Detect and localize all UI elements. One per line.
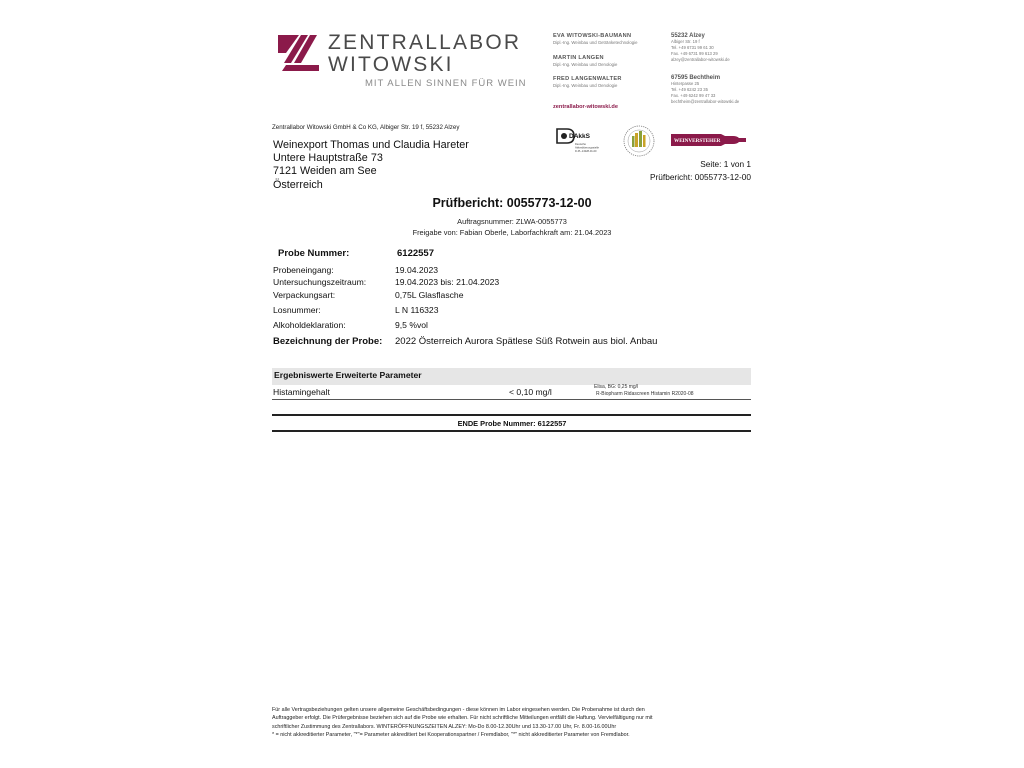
location-phone: Tel. +49 6731 99 61 30 — [671, 45, 714, 50]
location-address: Hinterpasse 25 — [671, 81, 700, 86]
field-value: 19.04.2023 — [395, 265, 439, 275]
zl-logo-icon — [277, 33, 321, 73]
report-title: Prüfbericht: 0055773-12-00 — [432, 196, 592, 210]
weinversteher-label: WEINVERSTEHER — [674, 138, 721, 144]
location-address: Albiger Str. 19 f — [671, 39, 700, 44]
dakks-sub1: Deutsche — [575, 143, 586, 146]
field-label: Untersuchungszeitraum: — [273, 277, 367, 287]
footer-terms — [272, 706, 742, 740]
location-alzey — [671, 33, 761, 63]
field-label: Probeneingang: — [273, 265, 334, 275]
field-label: Verpackungsart: — [273, 290, 336, 300]
website-link[interactable]: zentrallabor-witowski.de — [553, 104, 618, 110]
location-email[interactable]: bechtheim@zentrallabor-witowski.de — [671, 99, 740, 104]
field-value: L N 116323 — [395, 305, 439, 315]
result-method-kit: R-Biopharm Ridascreen Histamin R2020-08 — [596, 391, 694, 397]
location-bechtheim — [671, 75, 761, 105]
field-label: Losnummer: — [273, 305, 321, 315]
staff-title: Dipl.-Ing. Weinbau und Oenologie — [553, 62, 618, 67]
location-city: 67595 Bechtheim — [671, 75, 721, 81]
field-value: 0,75L Glasflasche — [395, 290, 464, 300]
result-value: < 0,10 mg/l — [509, 387, 552, 397]
location-fax: Fax. +49 6242 99 47 33 — [671, 93, 716, 98]
report-reference: Prüfbericht: 0055773-12-00 — [649, 171, 751, 182]
dakks-seal-icon — [555, 126, 599, 156]
staff-entry — [553, 55, 663, 67]
results-section-header — [272, 368, 751, 385]
footer-line: schriftlicher Zustimmung des Zentrallabors. WINTERÖFFNUNGSZEITEN ALZEY: Mo-Do 8.00-12.30Uhr und 13.30-17.00 Uhr, Fr. 8.00-16.00Uhr — [272, 723, 617, 730]
location-city: 55232 Alzey — [671, 33, 705, 39]
footer-line: Für alle Vertragsbeziehungen gelten unsere allgemeine Geschäftsbedingungen - diese können im Labor eingesehen werden. Die Probenahme ist durch den — [272, 707, 645, 713]
divider — [272, 414, 751, 416]
dakks-sub3: D-PL-14328-01-00 — [575, 150, 597, 153]
order-number: Auftragsnummer: ZLWA-0055773 — [457, 217, 567, 226]
recipient-address — [273, 139, 469, 192]
designation-label: Bezeichnung der Probe: — [273, 336, 383, 347]
results-section-title: Ergebniswerte Erweiterte Parameter — [274, 370, 422, 380]
dakks-title: DAkkS — [569, 133, 590, 140]
recipient-line: Weinexport Thomas und Claudia Hareter — [273, 139, 469, 151]
sample-number-value: 6122557 — [397, 248, 434, 259]
divider — [272, 399, 751, 400]
page-info — [650, 158, 751, 183]
staff-title: Dipl.-Ing. Weinbau und Oenologie — [553, 83, 618, 88]
result-method: Elisa, BG: 0,25 mg/l — [594, 384, 639, 390]
staff-name: EVA WITOWSKI-BAUMANN — [553, 33, 632, 39]
staff-name: FRED LANGENWALTER — [553, 76, 622, 82]
sender-line: Zentrallabor Witowski GmbH & Co KG, Albiger Str. 19 f, 55232 Alzey — [272, 124, 460, 131]
staff-entry — [553, 33, 663, 45]
footer-line: * = nicht akkreditierter Parameter, "*"= Parameter akkreditiert bei Kooperationspartner / Fremdlabor, "*" nicht akkreditierter Parameter von Fremdlabor. — [272, 732, 630, 739]
logo-wordmark-line1: ZENTRALLABOR — [328, 31, 522, 54]
end-of-sample: ENDE Probe Nummer: 6122557 — [457, 419, 567, 428]
staff-title: Dipl.-Ing. Weinbau und Getränketechnologie — [553, 40, 638, 45]
logo-slogan: MIT ALLEN SINNEN FÜR WEIN — [365, 78, 527, 89]
recipient-line: Untere Hauptstraße 73 — [273, 152, 383, 165]
footer-line: Auftraggeber erfolgt. Die Prüfergebnisse beziehen sich auf die Probe wie erhalten. Für nicht schriftliche Mitteilungen entfällt die Haftung. Vervielfältigung nur mit — [272, 715, 653, 722]
location-fax: Fax. +49 6731 99 613 29 — [671, 51, 718, 56]
page-number: Seite: 1 von 1 — [700, 159, 751, 169]
field-value: 9,5 %vol — [395, 320, 428, 330]
field-label: Alkoholdeklaration: — [273, 320, 346, 330]
recipient-line: 7121 Weiden am See — [273, 165, 377, 178]
staff-name: MARTIN LANGEN — [553, 55, 604, 61]
weinversteher-badge — [671, 132, 746, 148]
release-info: Freigabe von: Fabian Oberle, Laborfachkraft am: 21.04.2023 — [412, 228, 612, 237]
dakks-sub2: Akkreditierungsstelle — [575, 146, 599, 150]
sample-number-label: Probe Nummer: — [278, 248, 350, 259]
field-value: 19.04.2023 bis: 21.04.2023 — [395, 277, 500, 287]
divider — [272, 430, 751, 432]
designation-value: 2022 Österreich Aurora Spätlese Süß Rotwein aus biol. Anbau — [395, 336, 658, 347]
result-parameter: Histamingehalt — [273, 387, 330, 397]
location-phone: Tel. +49 6242 23 35 — [671, 87, 708, 92]
staff-entry — [553, 76, 663, 88]
recipient-line: Österreich — [273, 178, 323, 191]
location-email[interactable]: alzey@zentrallabor-witowski.de — [671, 57, 730, 62]
logo-wordmark-line2: WITOWSKI — [328, 53, 454, 76]
round-quality-seal-icon — [622, 124, 656, 158]
